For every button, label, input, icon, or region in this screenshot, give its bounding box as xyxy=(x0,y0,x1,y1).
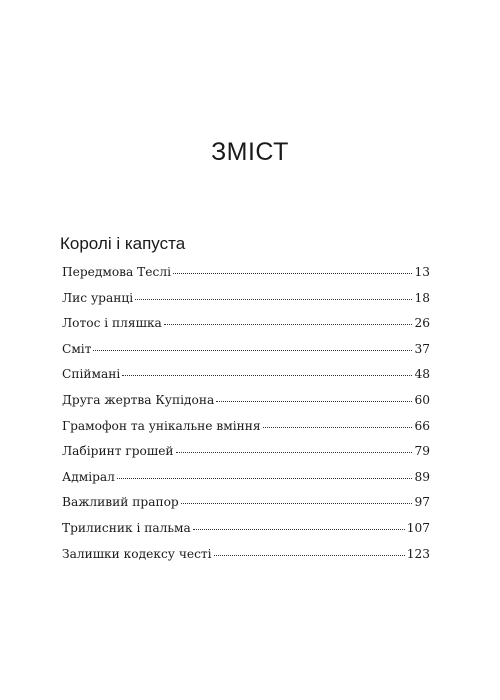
toc-leader-dots xyxy=(122,375,412,376)
toc-entry[interactable] xyxy=(62,443,430,469)
toc-leader-dots xyxy=(135,299,412,300)
toc-entry-title: Адмірал xyxy=(62,469,115,484)
toc-leader-dots xyxy=(214,555,405,556)
toc-entry-title: Лабіринт грошей xyxy=(62,444,174,459)
toc-entry-title: Друга жертва Купідона xyxy=(62,392,215,407)
toc-entry-page: 123 xyxy=(406,546,430,561)
toc-entry[interactable] xyxy=(62,520,430,546)
toc-entry-title: Грамофон та унікальне вміння xyxy=(62,418,261,433)
section-title: Королі і капуста xyxy=(60,234,186,253)
toc-entry-title: Лис уранці xyxy=(62,290,134,305)
toc-leader-dots xyxy=(93,350,412,351)
toc-entry-page: 60 xyxy=(414,392,430,407)
toc-entry-page: 26 xyxy=(414,316,430,331)
toc-leader-dots xyxy=(164,324,413,325)
toc-entry-title: Передмова Теслі xyxy=(62,265,171,279)
toc-entry-title: Сміт xyxy=(62,341,92,356)
toc-entry-page: 48 xyxy=(414,367,430,382)
toc-entry-page: 18 xyxy=(414,290,430,305)
toc-entry[interactable] xyxy=(62,469,430,495)
toc-entry-page: 89 xyxy=(414,469,430,484)
toc-leader-dots xyxy=(173,273,412,274)
toc-entry[interactable] xyxy=(62,341,430,367)
toc-entry-title: Трилисник і пальма xyxy=(62,520,191,535)
toc-entry[interactable] xyxy=(62,315,430,341)
toc-entry-page: 13 xyxy=(414,265,430,279)
toc-leader-dots xyxy=(176,452,413,453)
toc-entry[interactable] xyxy=(62,264,430,290)
toc-entry[interactable] xyxy=(62,392,430,418)
toc-entry[interactable] xyxy=(62,418,430,444)
toc-leader-dots xyxy=(263,427,413,428)
toc-entry[interactable] xyxy=(62,290,430,316)
toc-entry-page: 66 xyxy=(414,418,430,433)
toc-leader-dots xyxy=(117,478,413,479)
toc-entry-page: 97 xyxy=(414,495,430,510)
page-title: ЗМІСТ xyxy=(211,138,289,166)
toc-entry[interactable] xyxy=(62,546,430,572)
toc-entry[interactable] xyxy=(62,366,430,392)
toc-entry-page: 37 xyxy=(414,341,430,356)
toc-entry-title: Залишки кодексу честі xyxy=(62,546,212,561)
table-of-contents xyxy=(62,264,430,571)
toc-entry[interactable] xyxy=(62,494,430,520)
toc-entry-title: Спіймані xyxy=(62,367,121,382)
toc-entry-title: Лотос і пляшка xyxy=(62,316,162,331)
toc-leader-dots xyxy=(181,503,413,504)
toc-entry-page: 107 xyxy=(406,520,430,535)
toc-leader-dots xyxy=(193,529,405,530)
toc-leader-dots xyxy=(216,401,412,402)
toc-entry-page: 79 xyxy=(414,444,430,459)
toc-entry-title: Важливий прапор xyxy=(62,495,179,510)
